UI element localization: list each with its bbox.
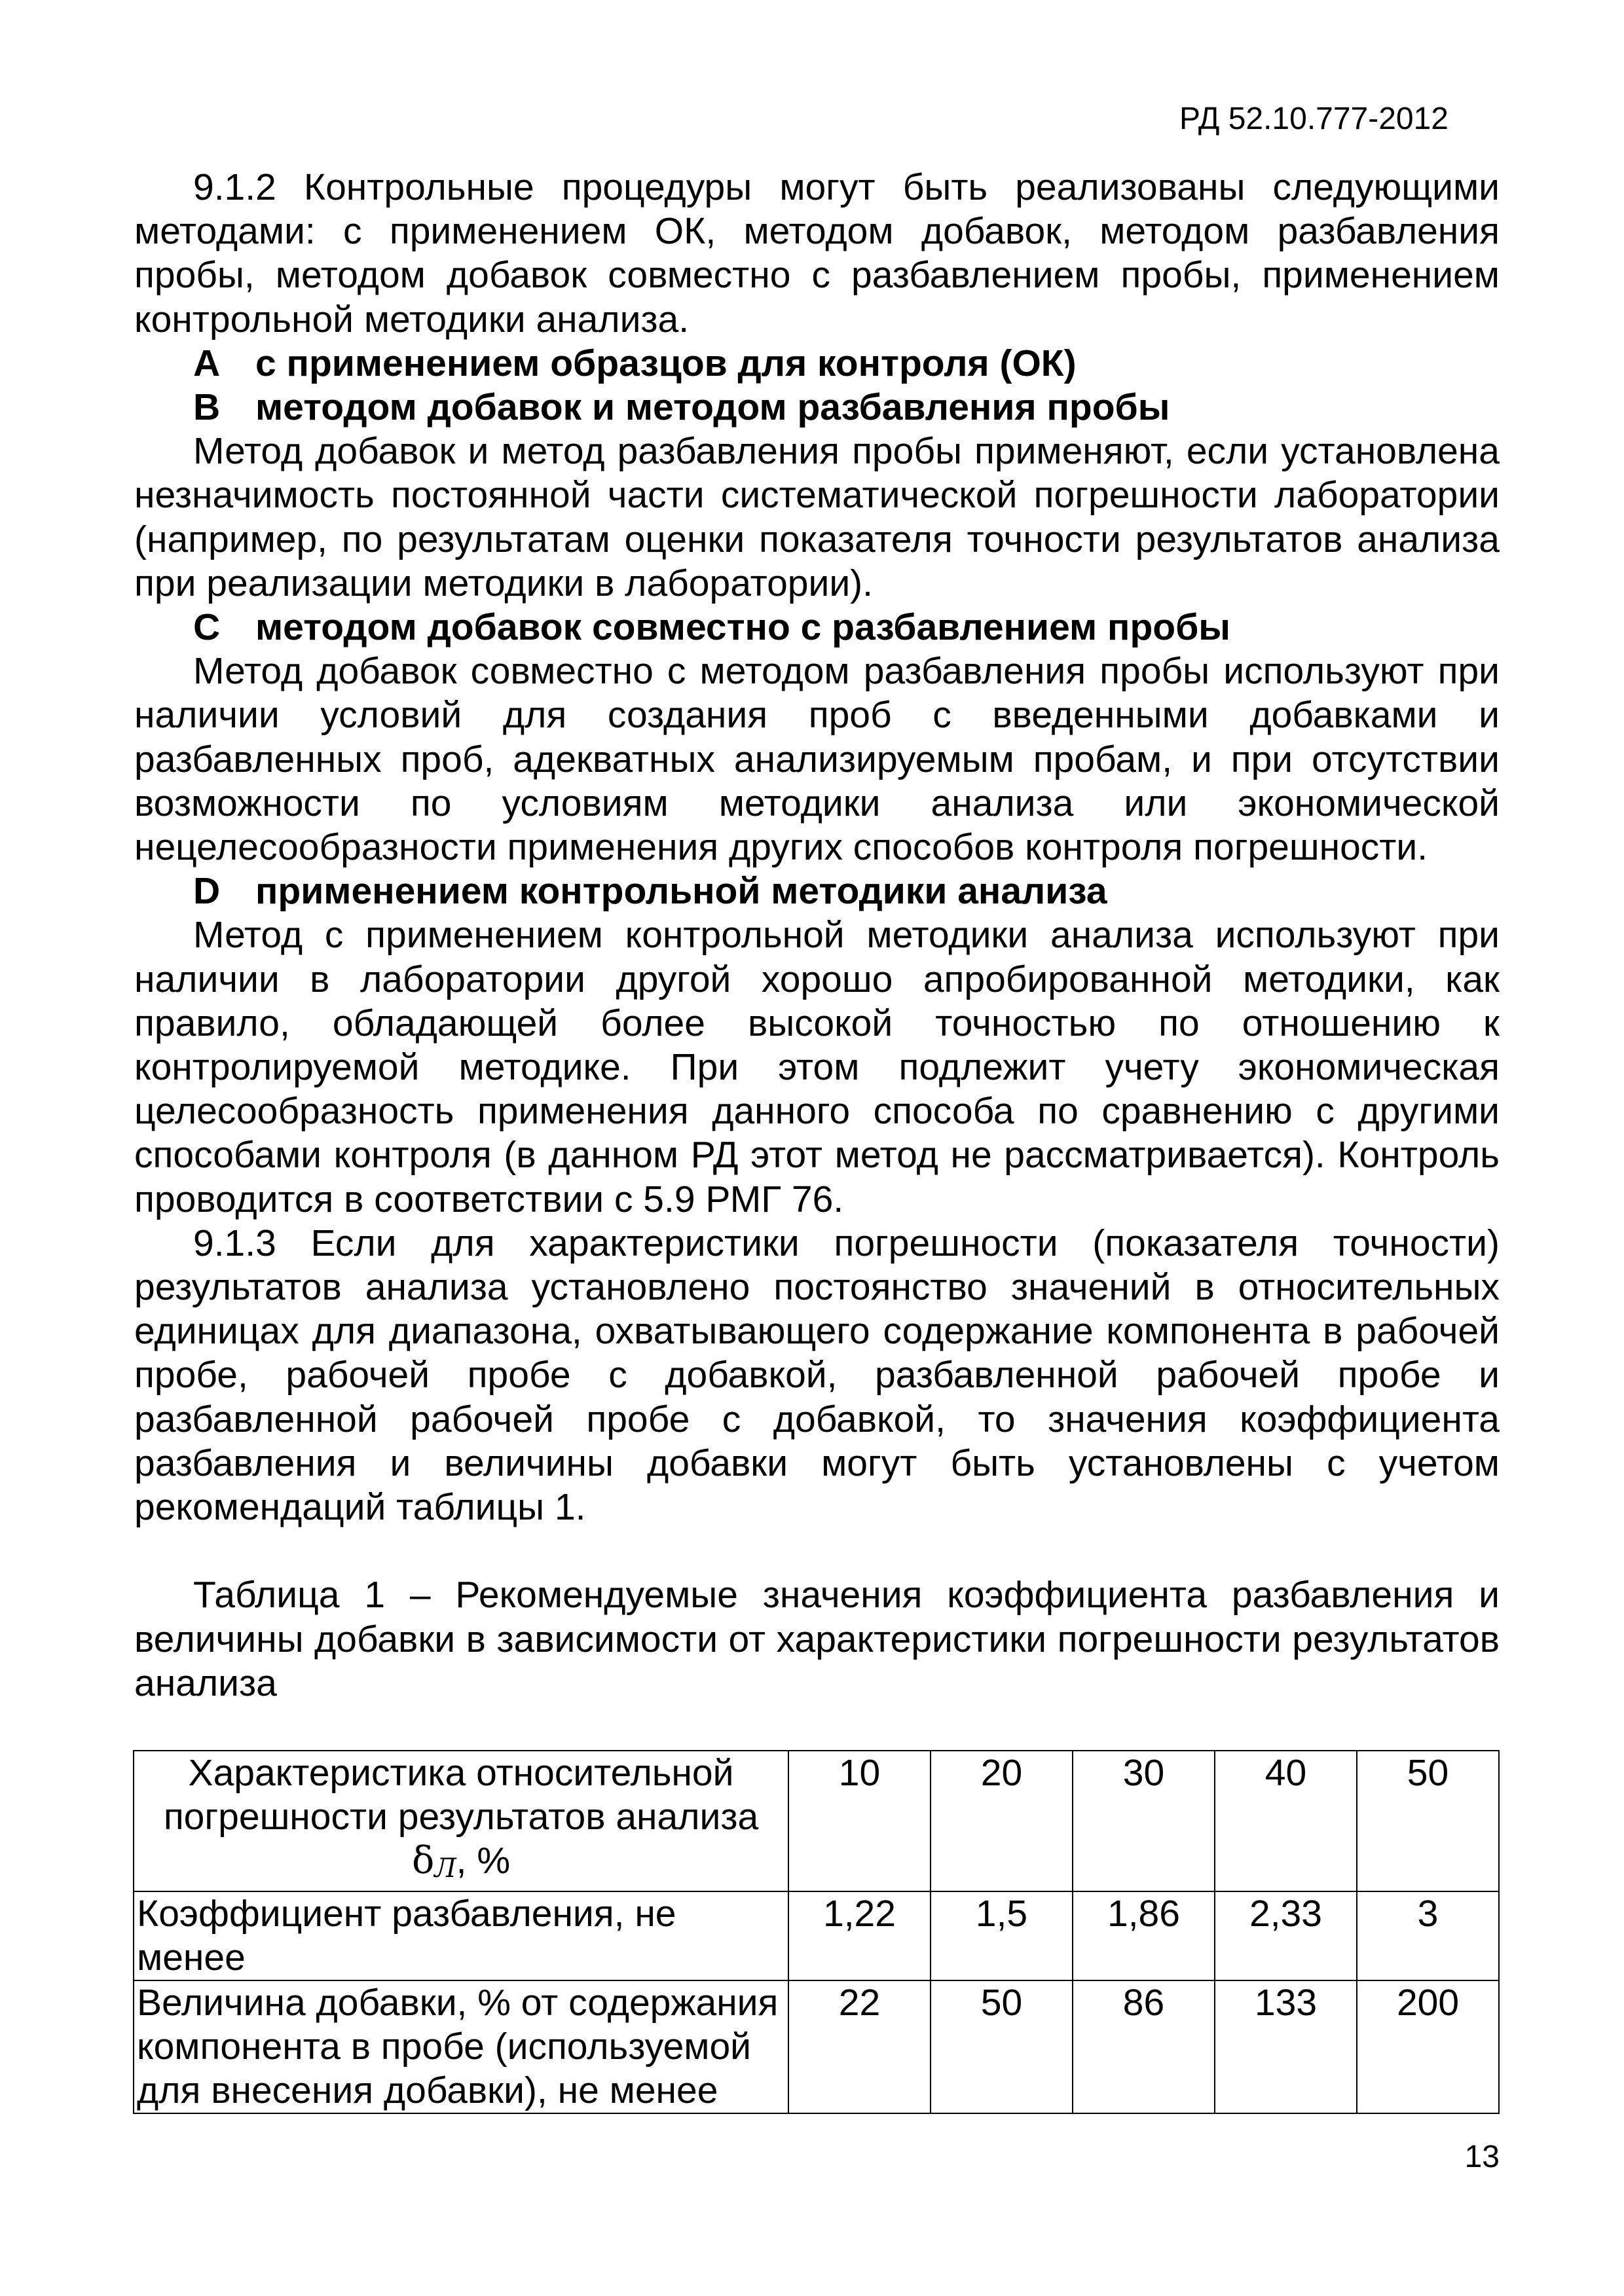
section-letter-a: А bbox=[193, 342, 221, 384]
table-header-value: 40 bbox=[1215, 1751, 1357, 1891]
table-header-value: 20 bbox=[931, 1751, 1073, 1891]
document-body bbox=[134, 166, 1500, 1705]
section-heading-b bbox=[134, 386, 1500, 429]
table-cell: 86 bbox=[1073, 1980, 1215, 2113]
section-letter-c: С bbox=[193, 606, 221, 649]
table-header-value: 30 bbox=[1073, 1751, 1215, 1891]
table-cell: 200 bbox=[1357, 1980, 1499, 2113]
table-cell: 1,5 bbox=[931, 1891, 1073, 1980]
document-code: РД 52.10.777-2012 bbox=[1179, 101, 1449, 136]
table-cell: 3 bbox=[1357, 1891, 1499, 1980]
table-caption: Таблица 1 – Рекомендуемые значения коэффициента разбавления и величины добавки в зависимости от характеристики погрешности результатов анализа bbox=[134, 1574, 1500, 1704]
section-title-c: методом добавок совместно с разбавлением пробы bbox=[255, 606, 1230, 649]
section-heading-d bbox=[134, 869, 1500, 913]
page-number: 13 bbox=[1464, 2140, 1500, 2174]
section-heading-a bbox=[134, 342, 1500, 386]
paragraph-method-d: Метод с применением контрольной методики анализа используют при наличии в лаборатории другой хорошо апробированной методики, как правило, обладающей более высокой точностью по отношению к контролируемой методике. При этом подлежит учету экономическая целесообразность применения данного способа по сравнению с другими способами контроля (в данном РД этот метод не рассматривается). Контроль проводится в соответствии с 5.9 РМГ 76. bbox=[134, 914, 1500, 1220]
table-row-label: Коэффициент разбавления, не менее bbox=[134, 1891, 788, 1980]
paragraph-9-1-2: 9.1.2 Контрольные процедуры могут быть реализованы следующими методами: с применением ОК, методом добавок, методом разбавления пробы, методом добавок совместно с разбавлением пробы, применением контрольной методики анализа. bbox=[134, 166, 1500, 340]
section-title-d: применением контрольной методики анализа bbox=[255, 870, 1107, 913]
table-row-label: Величина добавки, % от содержания компонента в пробе (используемой для внесения добавки), не менее bbox=[134, 1980, 788, 2113]
table-cell: 22 bbox=[788, 1980, 931, 2113]
delta-symbol: $\delta_Л$ bbox=[411, 1839, 456, 1884]
paragraph-method-c: Метод добавок совместно с методом разбавления пробы используют при наличии условий для создания проб с введенными добавками и разбавленных проб, адекватных анализируемым пробам, и при отсутствии возможности по условиям методики анализа или экономической нецелесообразности применения других способов контроля погрешности. bbox=[134, 650, 1500, 869]
paragraph-9-1-3: 9.1.3 Если для характеристики погрешности (показателя точности) результатов анализа установлено постоянство значений в относительных единицах для диапазона, охватывающего содержание компонента в рабочей пробе, рабочей пробе с добавкой, разбавленной рабочей пробе и разбавленной рабочей пробе с добавкой, то значения коэффициента разбавления и величины добавки могут быть установлены с учетом рекомендаций таблицы 1. bbox=[134, 1222, 1500, 1529]
recommendation-table bbox=[133, 1750, 1500, 2114]
section-letter-b: В bbox=[193, 386, 221, 429]
table-cell: 50 bbox=[931, 1980, 1073, 2113]
table-cell: 2,33 bbox=[1215, 1891, 1357, 1980]
paragraph-method-b: Метод добавок и метод разбавления пробы применяют, если установлена незначимость постоянной части систематической погрешности лаборатории (например, по результатам оценки показателя точности результатов анализа при реализации методики в лаборатории). bbox=[134, 430, 1500, 604]
table-cell: 1,86 bbox=[1073, 1891, 1215, 1980]
section-title-a: с применением образцов для контроля (ОК) bbox=[255, 342, 1077, 384]
table-header-label-cell bbox=[134, 1751, 788, 1891]
section-title-b: методом добавок и методом разбавления пробы bbox=[255, 386, 1170, 429]
table-cell: 133 bbox=[1215, 1980, 1357, 2113]
section-heading-c bbox=[134, 606, 1500, 649]
section-letter-d: D bbox=[193, 870, 221, 913]
table-header-unit: , % bbox=[456, 1840, 511, 1882]
table-row-additive-value bbox=[134, 1980, 1499, 2113]
table-header-value: 10 bbox=[788, 1751, 931, 1891]
table-header-value: 50 bbox=[1357, 1751, 1499, 1891]
table-row-dilution-coefficient bbox=[134, 1891, 1499, 1980]
table-cell: 1,22 bbox=[788, 1891, 931, 1980]
table-header-label: Характеристика относительной погрешности результатов анализа bbox=[163, 1752, 759, 1838]
table-header-row bbox=[134, 1751, 1499, 1891]
